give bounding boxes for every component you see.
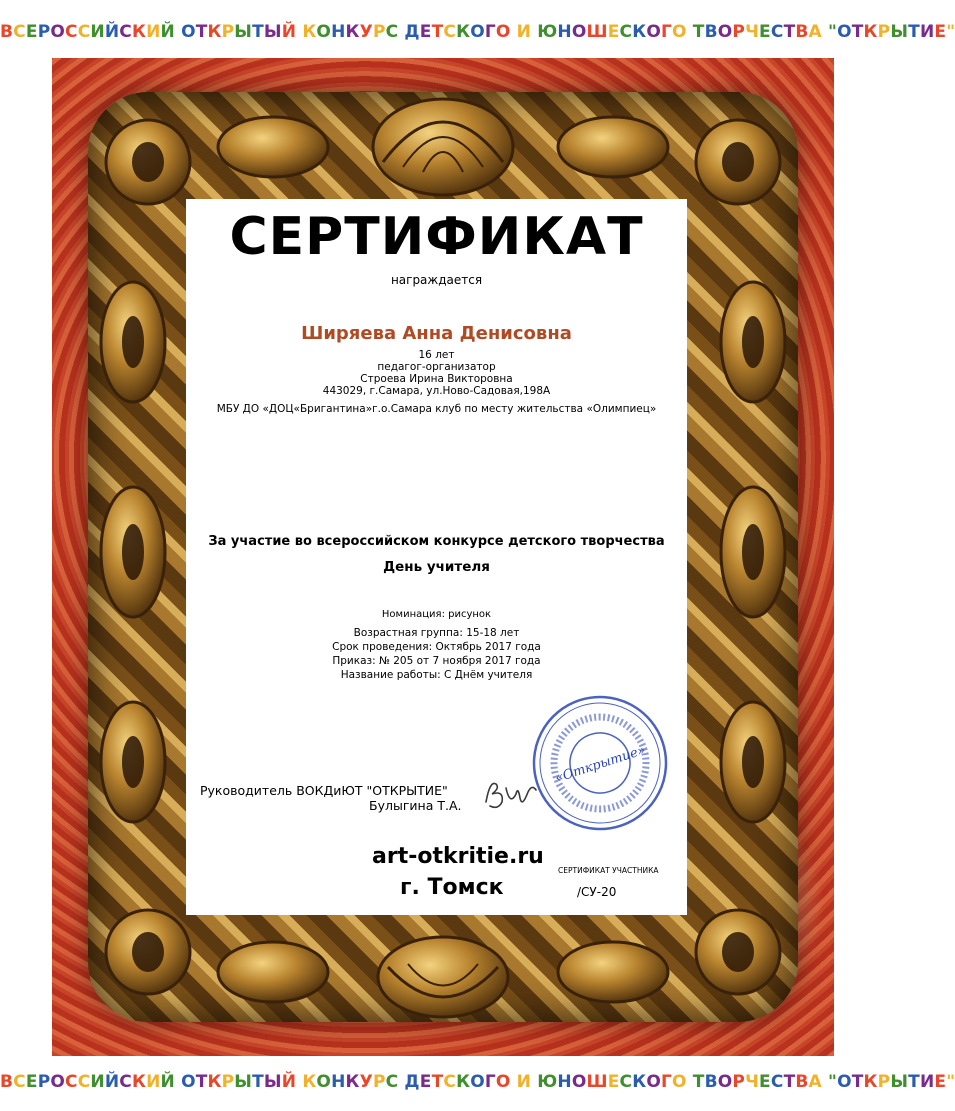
order-number: Приказ: № 205 от 7 ноября 2017 года [332,655,541,667]
signature [480,772,540,817]
stamp-center-text: «Открытие» [553,742,648,787]
director-name: Булыгина Т.А. [369,798,462,813]
organization: МБУ ДО «ДОЦ«Бригантина»г.о.Самара клуб по месту жительства «Олимпиец» [216,403,657,415]
nomination: Номинация: рисунок [381,609,492,620]
teacher-role: педагог-организатор [377,361,496,373]
banner-top: ВСЕРОССИЙСКИЙ ОТКРЫТЫЙ КОНКУРС ДЕТСКОГО И ЮНОШЕСКОГО ТВОРЧЕСТВА "ОТКРЫТИЕ" [0,22,955,42]
website-link[interactable]: art-otkritie.ru [372,844,544,869]
address: 443029, г.Самара, ул.Ново-Садовая,198А [322,385,551,397]
stamp-seal [530,693,670,833]
participation-text: За участие во всероссийском конкурсе детского творчества [208,534,665,549]
city: г. Томск [400,875,504,900]
banner-bottom: ВСЕРОССИЙСКИЙ ОТКРЫТЫЙ КОНКУРС ДЕТСКОГО И ЮНОШЕСКОГО ТВОРЧЕСТВА "ОТКРЫТИЕ" [0,1072,955,1092]
work-title: Название работы: С Днём учителя [340,669,533,681]
recipient-age: 16 лет [418,349,455,361]
certificate-title: СЕРТИФИКАТ [229,207,644,267]
awarded-label: награждается [390,273,483,287]
shell-ornament-bottom [378,937,508,1017]
certificate-kind: СЕРТИФИКАТ УЧАСТНИКА [558,866,659,875]
age-group: Возрастная группа: 15-18 лет [353,627,520,639]
shell-ornament-top [373,99,513,195]
contest-period: Срок проведения: Октябрь 2017 года [332,641,541,653]
contest-name: День учителя [383,559,490,575]
certificate-number: /СУ-20 [577,885,617,899]
director-role: Руководитель ВОКДиЮТ "ОТКРЫТИЕ" [200,783,448,798]
recipient-name: Ширяева Анна Денисовна [301,323,572,344]
teacher-name: Строева Ирина Викторовна [360,373,513,385]
certificate-sheet [186,199,687,915]
